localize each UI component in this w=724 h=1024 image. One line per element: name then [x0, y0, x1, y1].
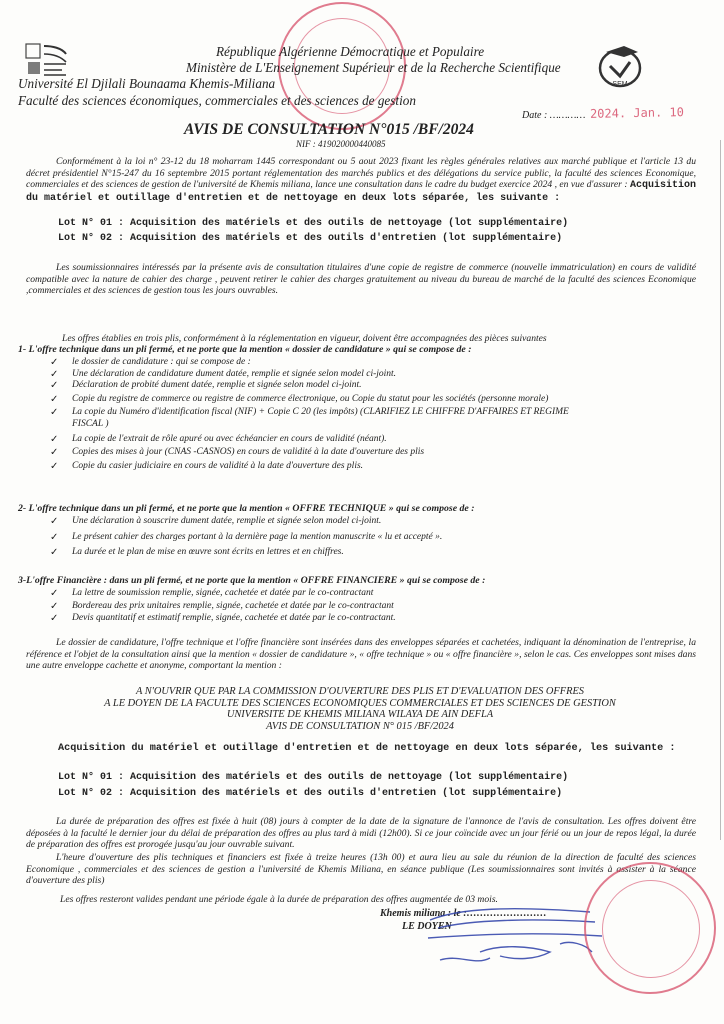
section-3-list: [48, 588, 396, 625]
list-item: ✓ Copie du casier judiciaire en cours de validité à la date d'ouverture des plis.: [50, 460, 364, 472]
offres-intro: Les offres établies en trois plis, conformément à la réglementation en vigueur, doivent être accompagnées des pièces suivantes: [62, 333, 547, 344]
lot-1: Lot N° 01 : Acquisition des matériels et des outils de nettoyage (lot supplémentaire): [58, 218, 569, 229]
check-icon: ✓: [50, 531, 59, 543]
check-icon: ✓: [50, 368, 59, 380]
list-item: ✓ La copie de l'extrait de rôle apuré ou avec échéancier en cours de validité (néant).: [50, 433, 387, 445]
list-item: ✓ Le présent cahier des charges portant à la dernière page la mention manuscrite « lu et accepté ».: [50, 531, 443, 543]
validite-paragraph: Les offres resteront valides pendant une période égale à la durée de préparation des offres augmentée de 03 mois.: [60, 894, 498, 905]
mention-line: A LE DOYEN DE LA FACULTE DES SCIENCES ECONOMIQUES COMMERCIALES ET DES SCIENCES DE GESTION: [104, 697, 616, 709]
check-icon: ✓: [50, 407, 59, 419]
signature-role: LE DOYEN: [402, 921, 452, 932]
check-icon: ✓: [50, 393, 59, 405]
lot-1-repeat: Lot N° 01 : Acquisition des matériels et des outils de nettoyage (lot supplémentaire): [58, 772, 569, 783]
header-university: Université El Djilali Bounaama Khemis-Miliana: [18, 76, 276, 91]
intro-object: Acquisition du matériel et outillage d'entretien et de nettoyage en deux lots séparée, les suivante :: [26, 180, 696, 204]
header-republic: République Algérienne Démocratique et Populaire: [216, 44, 485, 59]
list-item: ✓ Devis quantitatif et estimatif remplie, signée, cachetée et datée par le co-contractant.: [50, 613, 396, 625]
list-item: ✓ Déclaration de probité dument datée, remplie et signée selon model ci-joint.: [50, 380, 362, 392]
faculty-logo: [592, 42, 644, 90]
check-icon: ✓: [50, 380, 59, 392]
mention-line: UNIVERSITE DE KHEMIS MILIANA WILAYA DE AIN DEFLA: [226, 709, 494, 721]
list-item: ✓ Une déclaration de candidature dument datée, remplie et signée selon model ci-joint.: [50, 368, 397, 380]
list-item: ✓ Copie du registre de commerce ou registre de commerce électronique, ou Copie du statut pour les sociétés (personne morale): [50, 393, 549, 405]
section-1-title: 1- L'offre technique dans un pli fermé, et ne porte que la mention « dossier de candidature » qui se compose de :: [18, 344, 472, 355]
check-icon: ✓: [50, 516, 59, 527]
scan-edge-line: [720, 140, 721, 840]
list-item: ✓ La copie du Numéro d'identification fiscal (NIF) + Copie C 20 (les impôts) (CLARIFIEZ LE CHIFFRE D'AFFAIRES ET REGIME: [50, 407, 569, 419]
list-item: ✓ Bordereau des prix unitaires remplie, signée, cachetée et datée par le co-contractant: [50, 600, 394, 612]
lot-2: Lot N° 02 : Acquisition des matériels et des outils d'entretien (lot supplémentaire): [58, 233, 563, 244]
mention-line: A N'OUVRIR QUE PAR LA COMMISSION D'OUVERTURE DES PLIS ET D'EVALUATION DES OFFRES: [135, 686, 585, 697]
mention-block: [20, 686, 700, 732]
check-icon: ✓: [50, 588, 59, 599]
check-icon: ✓: [50, 357, 59, 368]
list-item: ✓ Une déclaration à souscrire dument datée, remplie et signée selon model ci-joint.: [50, 516, 382, 527]
check-icon: ✓: [50, 600, 59, 612]
university-logo: [22, 40, 70, 80]
check-icon: ✓: [50, 433, 59, 445]
svg-text:SEM: SEM: [612, 81, 628, 88]
faculty-stamp-bottom: [584, 862, 716, 994]
section-2-title: 2- L'offre technique dans un pli fermé, et ne porte que la mention « OFFRE TECHNIQUE » qui se compose de :: [18, 503, 475, 514]
check-icon: ✓: [50, 447, 59, 459]
section-1-list: [48, 357, 569, 472]
list-item: ✓ Copies des mises à jour (CNAS -CASNOS) en cours de validité à la date d'ouverture des plis: [50, 447, 425, 459]
object-repeat: Acquisition du matériel et outillage d'entretien et de nettoyage en deux lots séparée, les suivante :: [58, 743, 676, 754]
list-item: ✓ le dossier de candidature : qui se compose de :: [50, 357, 251, 368]
dean-signature-stamp: [420, 900, 610, 970]
header-faculty: Faculté des sciences économiques, commerciales et des sciences de gestion: [18, 93, 416, 108]
soumission-paragraph: Les soumissionnaires intéressés par la présente avis de consultation titulaires d'une copie de registre de commerce (nouvelle immatriculation) en cours de validité compatible avec la nature de cahier des charge , peuvent retirer le cahier des charges gratuitement au niveau du bureau de marché de la faculté des sciences Economique ,commerciales et des sciences de gestion tous les jours ouvrables.: [26, 262, 696, 297]
ouverture-paragraph: L'heure d'ouverture des plis techniques et financiers est fixée à treize heures (13h 00) et aura lieu au sale du réunion de la direction de faculté des sciences Economique , commerciales et des sciences de gestion a l'université de Khemis Miliana, en séance publique (Les soumissionnaires sont invités à assister à la séance d'ouverture des plis): [26, 852, 696, 887]
check-icon: ✓: [50, 613, 59, 625]
enveloppes-paragraph: Le dossier de candidature, l'offre technique et l'offre financière sont insérées dans des enveloppes séparées et cachetées, indiquant la dénomination de l'entreprise, la référence et l'objet de la consultation ainsi que la mention « dossier de candidature », « offre technique » ou « offre financière », selon le cas. Ces enveloppes sont mises dans une autre enveloppe cachette et anonyme, comportant la mention :: [26, 637, 696, 672]
list-item: ✓ La lettre de soumission remplie, signée, cachetée et datée par le co-contractant: [50, 588, 374, 599]
document-title: AVIS DE CONSULTATION N°015 /BF/2024: [184, 121, 474, 138]
date-handwritten: 2024. Jan. 10: [589, 105, 685, 121]
signature-place: Khemis miliana : le :……………………: [380, 908, 547, 919]
section-3-title: 3-L'offre Financière : dans un pli fermé, et ne porte que la mention « OFFRE FINANCIERE » qui se compose de :: [18, 575, 486, 586]
list-item: ✓ La durée et le plan de mise en œuvre sont écrits en lettres et en chiffres.: [50, 547, 344, 559]
date-label: Date : …………: [522, 110, 586, 121]
lot-2-repeat: Lot N° 02 : Acquisition des matériels et des outils d'entretien (lot supplémentaire): [58, 788, 563, 799]
list-item-continuation: FISCAL ): [72, 418, 109, 429]
intro-paragraph: Conformément à la loi n° 23-12 du 18 moharram 1445 correspondant ou 5 aout 2023 fixant les règles générales relatives aux marché publique et l'article 13 du décret présidentiel N°15-247 du 16 septembre 2015 portant réglementation des marchés publics et des délégations du service public, la faculté des sciences Economique, commerciales et des sciences de gestion de l'université de Khemis miliana, lance une consultation dans le cadre du budget exercice 2024 , en vue d'assurer : Acquisition du matériel et outillage d'entretien et de nettoyage en deux lots séparée, les suivante :: [26, 156, 696, 204]
duree-paragraph: La durée de préparation des offres est fixée à huit (08) jours à compter de la date de la signature de l'annonce de l'avis de consultation. Les offres doivent être déposées à la faculté le dernier jour du délai de préparation des offres au plus tard à midi (12h00). Si ce jour coïncide avec un jour férié ou un jour de repos légal, la durée de préparation des offres est prorogée jusqu'au jour ouvrable suivant.: [26, 816, 696, 851]
check-icon: ✓: [50, 460, 59, 472]
header-ministry: Ministère de L'Enseignement Supérieur et de la Recherche Scientifique: [186, 60, 561, 75]
check-icon: ✓: [50, 547, 59, 559]
mention-line: AVIS DE CONSULTATION N° 015 /BF/2024: [266, 720, 454, 732]
section-2-list: [48, 516, 442, 559]
nif-number: NIF : 419020000440085: [296, 139, 386, 149]
